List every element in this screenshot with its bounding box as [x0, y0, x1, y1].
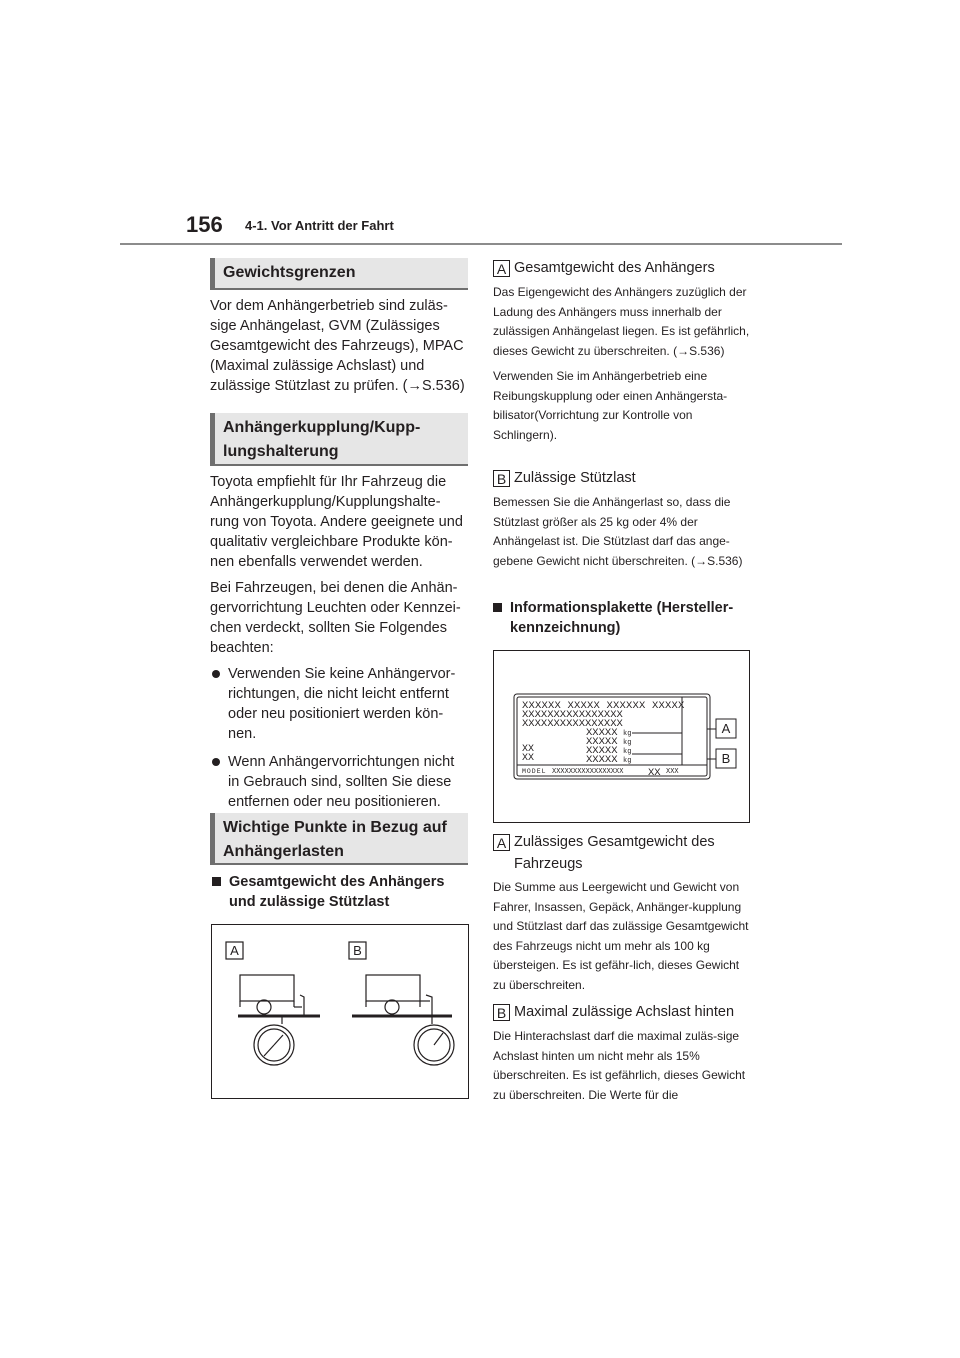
subheading-line1: Gesamtgewicht des Anhängers [229, 874, 445, 890]
heading-hitch [210, 413, 468, 466]
desc-text-2: Verwenden Sie im Anhängerbetrieb eine Reibungskupplung oder einen Anhängersta-bilisator(Vorrichtung zur Kontrolle von Schlingern). [493, 369, 728, 442]
plate-label-b: B [721, 751, 731, 766]
plate-kg-row-2: XXXXX [586, 736, 618, 748]
list-item-text: Wenn Anhängervorrichtungen nicht in Gebrauch sind, sollten Sie diese entfernen oder neu positionieren. [228, 754, 455, 810]
square-bullet-icon [212, 877, 221, 886]
heading-text-line2: lungshalterung [223, 443, 339, 460]
paragraph-text: Vor dem Anhängerbetrieb sind zuläs-sige Anhängelast, GVM (Zulässiges Gesamtgewicht des Fahrzeugs), MPAC (Maximal zulässige Achslast) und zulässige Stützlast zu prüfen. (→S.536) [210, 298, 465, 394]
heading-text-line2: Anhängerlasten [223, 843, 344, 860]
section-title: 4-1. Vor Antritt der Fahrt [245, 218, 394, 233]
callout-b-rear-axle-load [493, 1001, 753, 1023]
list-item-text: Verwenden Sie keine Anhängervor-richtungen, die nicht leicht entfernt oder neu positioniert werden kön-nen. [228, 666, 456, 742]
heading-text: Gewichtsgrenzen [223, 264, 356, 281]
subheading-info-plate [493, 598, 751, 638]
subheading-trailer-weight [212, 872, 468, 912]
heading-text-line1: Wichtige Punkte in Bezug auf [223, 819, 447, 836]
callout-letter-a: A [493, 260, 510, 277]
desc-text: Bemessen Sie die Anhängerlast so, dass die Stützlast größer als 25 kg oder 4% der Anhängelast ist. Die Stützlast darf das ange-gebene Gewicht nicht überschreiten. (→S.536) [493, 495, 743, 568]
subheading-line1: Informationsplakette (Hersteller- [510, 600, 734, 616]
square-bullet-icon [493, 603, 502, 612]
callout-title: Zulässige Stützlast [514, 470, 636, 486]
callout-title: Zulässiges Gesamtgewicht des Fahrzeugs [514, 834, 715, 872]
callout-title: Maximal zulässige Achslast hinten [514, 1004, 735, 1020]
callout-b-tongue-load [493, 467, 753, 489]
plate-xx-1: XX [522, 744, 535, 755]
heading-gewichtsgrenzen [210, 258, 468, 290]
plate-kg-row-3: XXXXX [586, 745, 618, 757]
desc-gross-vehicle-weight [493, 878, 751, 995]
figure-trailer-scales [211, 924, 469, 1099]
subheading-line2: kennzeichnung) [510, 620, 621, 636]
plate-row-3: XXXXXXXXXXXXXXXX [522, 718, 623, 730]
list-item [210, 752, 468, 812]
bullet-list [210, 664, 468, 812]
page-number: 156 [186, 212, 223, 237]
paragraph-weight-limits [210, 296, 468, 402]
desc-trailer-weight [493, 283, 751, 445]
desc-rear-axle-load [493, 1027, 751, 1105]
callout-a-trailer-weight [493, 257, 753, 279]
desc-text: Das Eigengewicht des Anhängers zuzüglich der Ladung des Anhängers muss innerhalb der zulässigen Anhängelast liegen. Es ist gefährlich, dieses Gewicht zu überschreiten. (→S.536) [493, 285, 750, 358]
paragraph-text: Bei Fahrzeugen, bei denen die Anhän-gervorrichtung Leuchten oder Kennzei-chen verdeckt, sollten Sie Folgendes beachten: [210, 580, 461, 656]
plate-label-a: A [721, 721, 731, 736]
bullet-icon [212, 670, 220, 678]
callout-letter-b: B [493, 470, 510, 487]
plate-kg-unit-1: kg [623, 730, 632, 738]
plate-model-xx: XX [648, 767, 661, 779]
plate-kg-row-1: XXXXX [586, 727, 618, 739]
paragraph-text: Toyota empfiehlt für Ihr Fahrzeug die Anhängerkupplung/Kupplungshalte-rung von Toyota. Andere geeignete und qualitativ vergleichbare Produkte kön-nen ebenfalls verwendet werden. [210, 474, 463, 570]
desc-text: Die Hinterachslast darf die maximal zuläs-sige Achslast hinten um nicht mehr als 15% überschreiten. Es ist gefährlich, dieses Gewicht zu überschreiten. Die Werte für die [493, 1029, 746, 1102]
plate-xx-2: XX [522, 753, 535, 764]
plate-kg-unit-4: kg [623, 757, 632, 765]
heading-trailer-loads [210, 813, 468, 865]
plate-row-1: XXXXXX XXXXX XXXXXX XXXXX [522, 700, 685, 712]
paragraph-hitch [210, 472, 468, 820]
figure-info-plate [493, 650, 750, 823]
plate-row-2: XXXXXXXXXXXXXXXX [522, 709, 623, 721]
plate-model-tail: XXX [666, 768, 679, 776]
trailer-scales-illustration [212, 925, 468, 1098]
callout-a-gross-vehicle-weight [493, 831, 753, 875]
plate-kg-unit-3: kg [623, 748, 632, 756]
plate-model-label: MODEL [522, 768, 547, 775]
header-rule [120, 243, 842, 245]
list-item [210, 664, 468, 744]
subheading-line2: und zulässige Stützlast [229, 894, 390, 910]
info-plate-illustration [494, 651, 749, 822]
figure-label-a: A [230, 943, 239, 958]
bullet-icon [212, 758, 220, 766]
desc-tongue-load [493, 493, 751, 571]
desc-text: Die Summe aus Leergewicht und Gewicht von Fahrer, Insassen, Gepäck, Anhänger-kupplung und Stützlast darf das zulässige Gesamtgewicht des Fahrzeugs nicht um mehr als 100 kg übersteigen. Es ist gefähr-lich, dieses Gewicht zu überschreiten. [493, 880, 749, 992]
heading-text-line1: Anhängerkupplung/Kupp- [223, 419, 421, 436]
callout-letter-b: B [493, 1004, 510, 1021]
figure-label-b: B [353, 943, 362, 958]
callout-letter-a: A [493, 834, 510, 851]
callout-title: Gesamtgewicht des Anhängers [514, 260, 715, 276]
plate-kg-unit-2: kg [623, 739, 632, 747]
plate-kg-row-4: XXXXX [586, 754, 618, 766]
plate-model-value: XXXXXXXXXXXXXXXXX [552, 768, 624, 776]
